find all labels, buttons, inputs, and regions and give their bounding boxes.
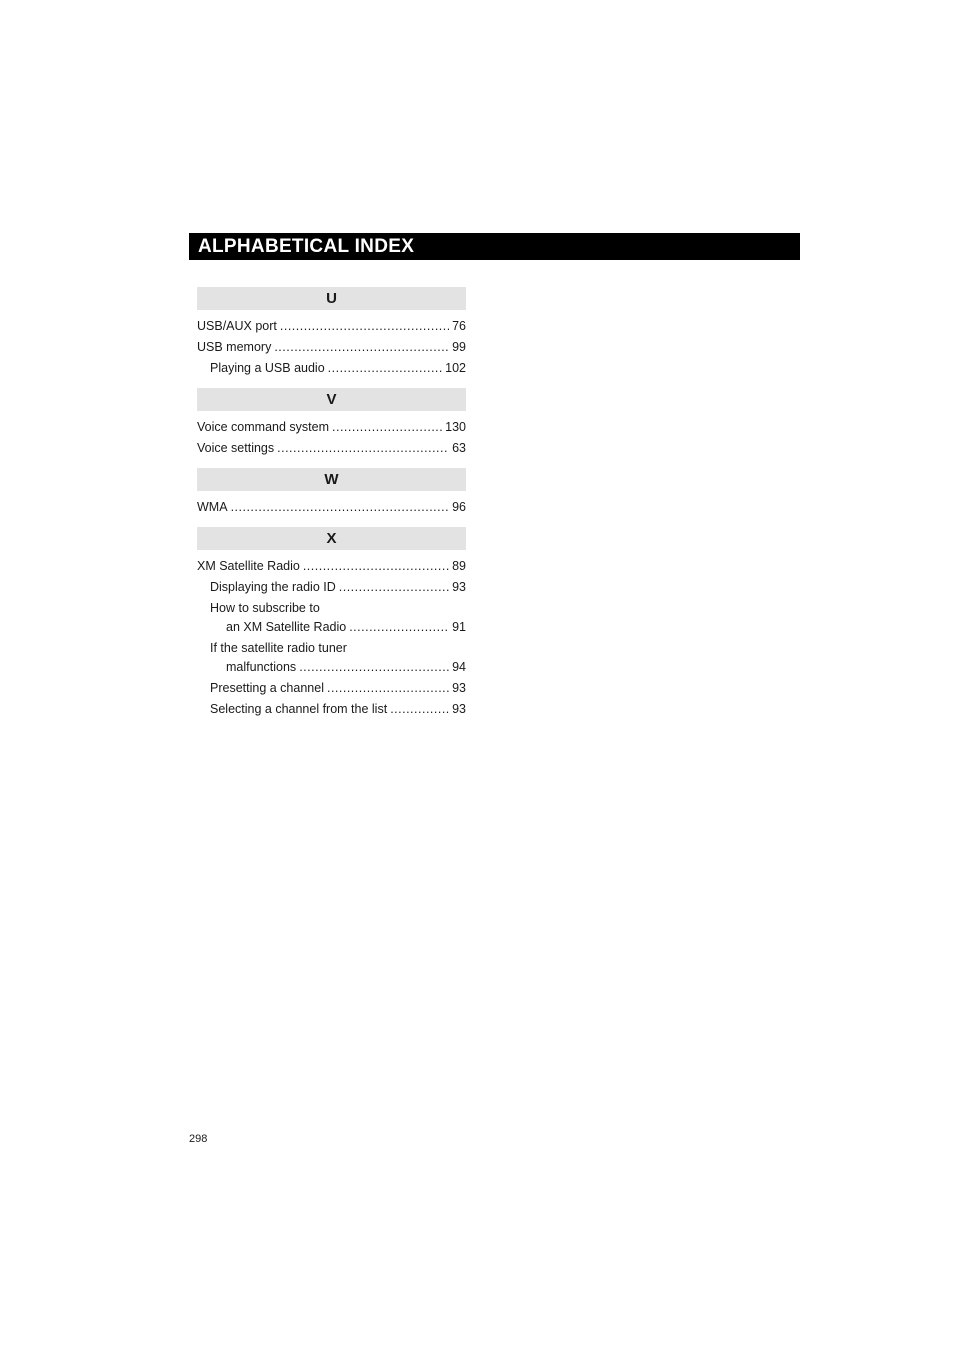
entry-page: 99: [452, 340, 466, 354]
entry-label: How to subscribe to: [210, 601, 320, 615]
entry-label-continued: an XM Satellite Radio: [226, 620, 347, 634]
index-section-u: [197, 287, 466, 376]
entry-label: Voice command system: [197, 420, 329, 434]
index-section-v: [197, 388, 466, 456]
entry-page: 102: [445, 361, 466, 375]
index-entry: [197, 500, 466, 515]
index-section-w: [197, 468, 466, 515]
index-entry: [197, 340, 466, 355]
index-subentry: [197, 361, 466, 376]
entry-label: Selecting a channel from the list: [210, 702, 388, 716]
entry-page: 76: [452, 319, 466, 333]
entry-label-continued: malfunctions: [226, 660, 297, 674]
index-subentry: [197, 702, 466, 717]
entry-label: Voice settings: [197, 441, 275, 455]
section-header-u: U: [197, 287, 466, 310]
entry-label: If the satellite radio tuner: [210, 641, 347, 655]
index-entry: [197, 441, 466, 456]
entry-page: 130: [445, 420, 466, 434]
section-header-w: W: [197, 468, 466, 491]
entry-label: WMA: [197, 500, 228, 514]
entry-label: Displaying the radio ID: [210, 580, 336, 594]
entry-page: 96: [452, 500, 466, 514]
entry-label: USB/AUX port: [197, 319, 277, 333]
index-entry: [197, 319, 466, 334]
entry-label: Playing a USB audio: [210, 361, 325, 375]
index-section-x: [197, 527, 466, 717]
entry-label: XM Satellite Radio: [197, 559, 300, 573]
entry-page: 93: [452, 580, 466, 594]
page-title: ALPHABETICAL INDEX: [189, 233, 800, 260]
index-column: [197, 287, 466, 729]
entry-page: 93: [452, 681, 466, 695]
entry-label: Presetting a channel: [210, 681, 324, 695]
entry-page: 89: [452, 559, 466, 573]
section-header-v: V: [197, 388, 466, 411]
entry-page: 93: [452, 702, 466, 716]
index-subentry: [197, 681, 466, 696]
page-number: 298: [189, 1133, 208, 1145]
index-subentry: [197, 641, 466, 675]
index-subentry: [197, 601, 466, 635]
index-entry: [197, 420, 466, 435]
entry-page: 63: [452, 441, 466, 455]
entry-label: USB memory: [197, 340, 272, 354]
entry-page: 91: [452, 620, 466, 634]
entry-page: 94: [452, 660, 466, 674]
section-header-x: X: [197, 527, 466, 550]
index-subentry: [197, 580, 466, 595]
index-entry: [197, 559, 466, 574]
